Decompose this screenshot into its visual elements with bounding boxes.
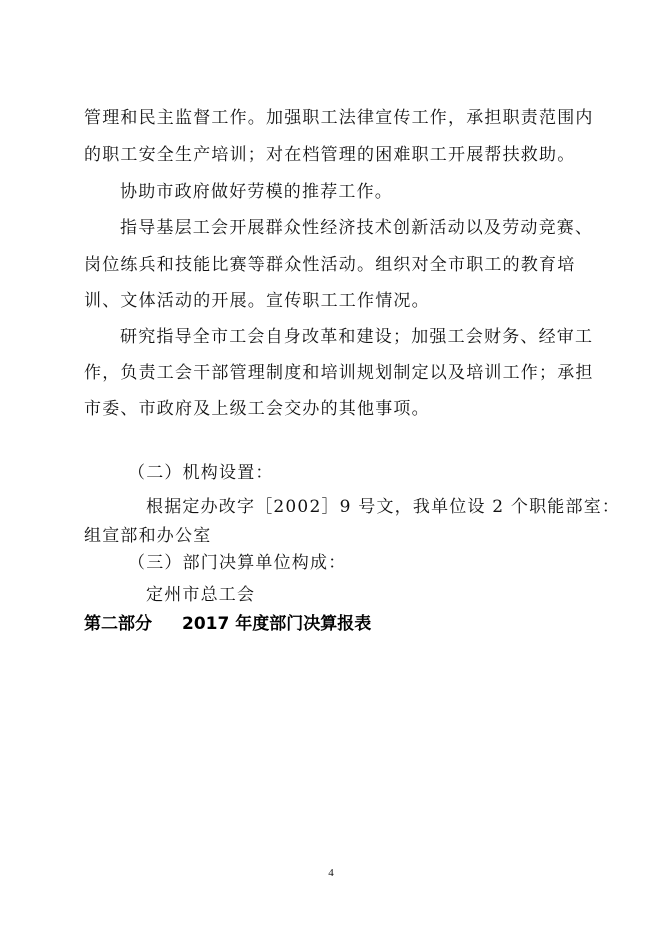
section-2-line-1: 根据定办改字［2002］9 号文，我单位设 2 个职能部室： [146, 497, 621, 517]
paragraph-3-line-2: 岗位练兵和技能比赛等群众性活动。组织对全市职工的教育培 [84, 255, 576, 275]
paragraph-1-line-1: 管理和民主监督工作。加强职工法律宣传工作，承担职责范围内 [84, 108, 594, 128]
paragraph-3-line-1: 指导基层工会开展群众性经济技术创新活动以及劳动竞赛、 [120, 218, 594, 238]
paragraph-4-line-2: 作，负责工会干部管理制度和培训规划制定以及培训工作；承担 [84, 363, 594, 383]
section-3-title: （三）部门决算单位构成： [128, 553, 347, 573]
paragraph-4-line-3: 市委、市政府及上级工会交办的其他事项。 [84, 399, 430, 419]
paragraph-3-line-3: 训、文体活动的开展。宣传职工工作情况。 [84, 291, 430, 311]
part-heading [84, 613, 371, 635]
section-2-line-2: 组宣部和办公室 [84, 526, 212, 546]
section-3-line-1: 定州市总工会 [146, 585, 256, 605]
page-number: 4 [328, 867, 334, 879]
section-2-title: （二）机构设置： [128, 463, 274, 483]
part-heading-label: 第二部分 [84, 614, 152, 634]
paragraph-1-line-2: 的职工安全生产培训；对在档管理的困难职工开展帮扶救助。 [84, 145, 576, 165]
part-heading-title: 2017 年度部门决算报表 [182, 614, 372, 634]
paragraph-4-line-1: 研究指导全市工会自身改革和建设；加强工会财务、经审工 [120, 327, 594, 347]
paragraph-2-line-1: 协助市政府做好劳模的推荐工作。 [120, 182, 393, 202]
